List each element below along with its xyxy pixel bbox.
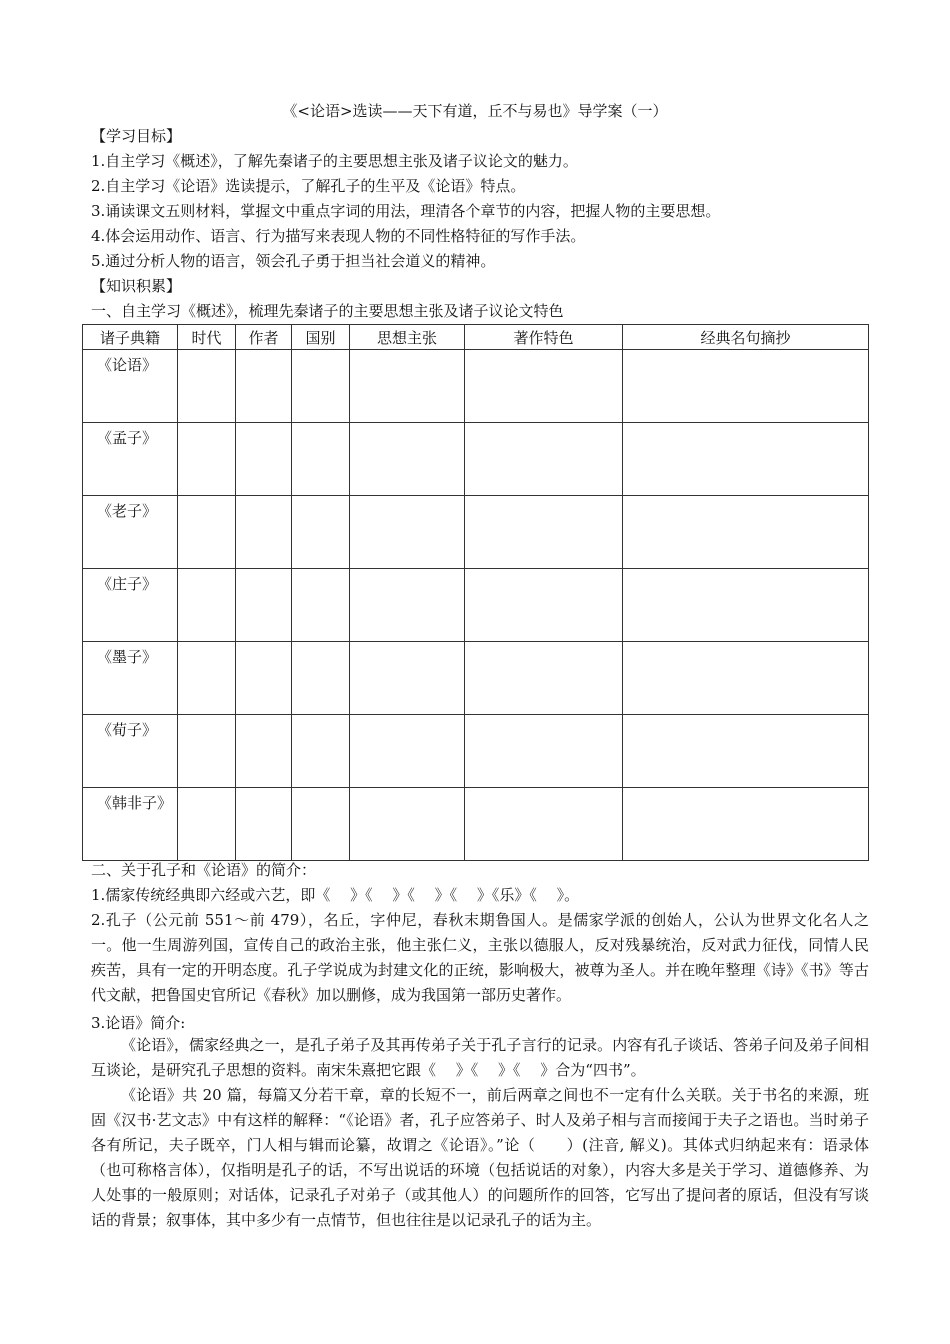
blank-cell[interactable]: [292, 642, 350, 715]
blank-cell[interactable]: [292, 788, 350, 861]
header-cell-ideas: 思想主张: [350, 325, 465, 350]
table-row: [83, 569, 869, 642]
six-classics-line: 1.儒家传统经典即六经或六艺，即《 》《 》《 》《 》《乐》《 》。: [91, 886, 580, 904]
blank-cell[interactable]: [236, 715, 292, 788]
confucius-intro-paragraph: 2.孔子（公元前 551～前 479），名丘，字仲尼，春秋末期鲁国人。是儒家学派的创始人，公认为世界文化名人之一。他一生周游列国，宣传自己的政治主张，他主张仁义，主张以德服人，反对残暴统治，反对武力征伐，同情人民疾苦，具有一定的开明态度。孔子学说成为封建文化的正统，影响极大，被尊为圣人。并在晚年整理《诗》《书》等古代文献，把鲁国史官所记《春秋》加以删修，成为我国第一部历史著作。: [91, 911, 869, 1004]
blank-cell[interactable]: [292, 496, 350, 569]
knowledge-header: 【知识积累】: [91, 277, 182, 295]
header-cell-books: 诸子典籍: [83, 325, 178, 350]
blank-cell[interactable]: [178, 715, 236, 788]
table-row: [83, 350, 869, 423]
blank-cell[interactable]: [292, 423, 350, 496]
blank-cell[interactable]: [350, 642, 465, 715]
blank-cell[interactable]: [623, 350, 869, 423]
section-one-title: 一、自主学习《概述》，梳理先秦诸子的主要思想主张及诸子议论文特色: [91, 302, 564, 320]
blank-cell[interactable]: [465, 496, 623, 569]
blank-cell[interactable]: [465, 715, 623, 788]
blank-cell[interactable]: [465, 788, 623, 861]
book-cell: 《庄子》: [83, 569, 178, 642]
blank-cell[interactable]: [623, 496, 869, 569]
blank-cell[interactable]: [623, 788, 869, 861]
blank-cell[interactable]: [465, 423, 623, 496]
blank-cell[interactable]: [178, 423, 236, 496]
table-row: [83, 496, 869, 569]
blank-cell[interactable]: [236, 423, 292, 496]
book-cell: 《荀子》: [83, 715, 178, 788]
header-cell-era: 时代: [178, 325, 236, 350]
analects-paragraph-1: 《论语》，儒家经典之一，是孔子弟子及其再传弟子关于孔子言行的记录。内容有孔子谈话、答弟子问及弟子间相互谈论，是研究孔子思想的资料。南宋朱熹把它跟《 》《 》《 》合为“四书”。: [91, 1036, 869, 1079]
objective-item: 3.诵读课文五则材料，掌握文中重点字词的用法，理清各个章节的内容，把握人物的主要思想。: [91, 202, 721, 220]
blank-cell[interactable]: [623, 423, 869, 496]
blank-cell[interactable]: [350, 569, 465, 642]
blank-cell[interactable]: [178, 350, 236, 423]
header-cell-features: 著作特色: [465, 325, 623, 350]
blank-cell[interactable]: [178, 788, 236, 861]
book-cell: 《孟子》: [83, 423, 178, 496]
table-row: [83, 788, 869, 861]
blank-cell[interactable]: [623, 642, 869, 715]
blank-cell[interactable]: [350, 350, 465, 423]
blank-cell[interactable]: [236, 569, 292, 642]
header-cell-quotes: 经典名句摘抄: [623, 325, 869, 350]
objectives-header: 【学习目标】: [91, 127, 182, 145]
book-cell: 《论语》: [83, 350, 178, 423]
table-row: [83, 423, 869, 496]
blank-cell[interactable]: [350, 496, 465, 569]
blank-cell[interactable]: [465, 569, 623, 642]
analects-paragraph-2: 《论语》共 20 篇，每篇又分若干章，章的长短不一，前后两章之间也不一定有什么关联。关于书名的来源，班固《汉书·艺文志》中有这样的解释：“《论语》者，孔子应答弟子、时人及弟子相与言而接闻于夫子之语也。当时弟子各有所记，夫子既卒，门人相与辑而论纂，故谓之《论语》。”论（ ）(注音, 解义)。其体式归纳起来有：语录体（也可称格言体），仅指明是孔子的话，不写出说话的环境（包括说话的对象），内容大多是关于学习、道德修养、为人处事的一般原则；对话体，记录孔子对弟子（或其他人）的问题所作的回答，它写出了提问者的原话，但没有写谈话的背景；叙事体，其中多少有一点情节，但也往往是以记录孔子的话为主。: [91, 1086, 869, 1229]
blank-cell[interactable]: [178, 496, 236, 569]
objective-item: 1.自主学习《概述》，了解先秦诸子的主要思想主张及诸子议论文的魅力。: [91, 152, 578, 170]
table-row: [83, 642, 869, 715]
book-cell: 《墨子》: [83, 642, 178, 715]
blank-cell[interactable]: [350, 788, 465, 861]
blank-cell[interactable]: [236, 350, 292, 423]
section-two-title: 二、关于孔子和《论语》的简介：: [91, 861, 317, 879]
blank-cell[interactable]: [465, 350, 623, 423]
header-cell-state: 国别: [292, 325, 350, 350]
objective-item: 4.体会运用动作、语言、行为描写来表现人物的不同性格特征的写作手法。: [91, 227, 586, 245]
book-cell: 《老子》: [83, 496, 178, 569]
blank-cell[interactable]: [350, 423, 465, 496]
blank-cell[interactable]: [236, 496, 292, 569]
blank-cell[interactable]: [623, 715, 869, 788]
blank-cell[interactable]: [178, 569, 236, 642]
blank-cell[interactable]: [465, 642, 623, 715]
blank-cell[interactable]: [292, 569, 350, 642]
blank-cell[interactable]: [292, 715, 350, 788]
table-header-row: [83, 325, 869, 350]
blank-cell[interactable]: [236, 642, 292, 715]
blank-cell[interactable]: [292, 350, 350, 423]
blank-cell[interactable]: [623, 569, 869, 642]
page-title: 《<论语>选读——天下有道，丘不与易也》导学案（一）: [282, 102, 668, 120]
analects-intro-title: 3.论语》简介:: [91, 1014, 186, 1032]
blank-cell[interactable]: [350, 715, 465, 788]
philosophers-table: [82, 324, 869, 861]
table-row: [83, 715, 869, 788]
objective-item: 2.自主学习《论语》选读提示，了解孔子的生平及《论语》特点。: [91, 177, 526, 195]
objective-item: 5.通过分析人物的语言，领会孔子勇于担当社会道义的精神。: [91, 252, 496, 270]
blank-cell[interactable]: [236, 788, 292, 861]
blank-cell[interactable]: [178, 642, 236, 715]
header-cell-author: 作者: [236, 325, 292, 350]
book-cell: 《韩非子》: [83, 788, 178, 861]
